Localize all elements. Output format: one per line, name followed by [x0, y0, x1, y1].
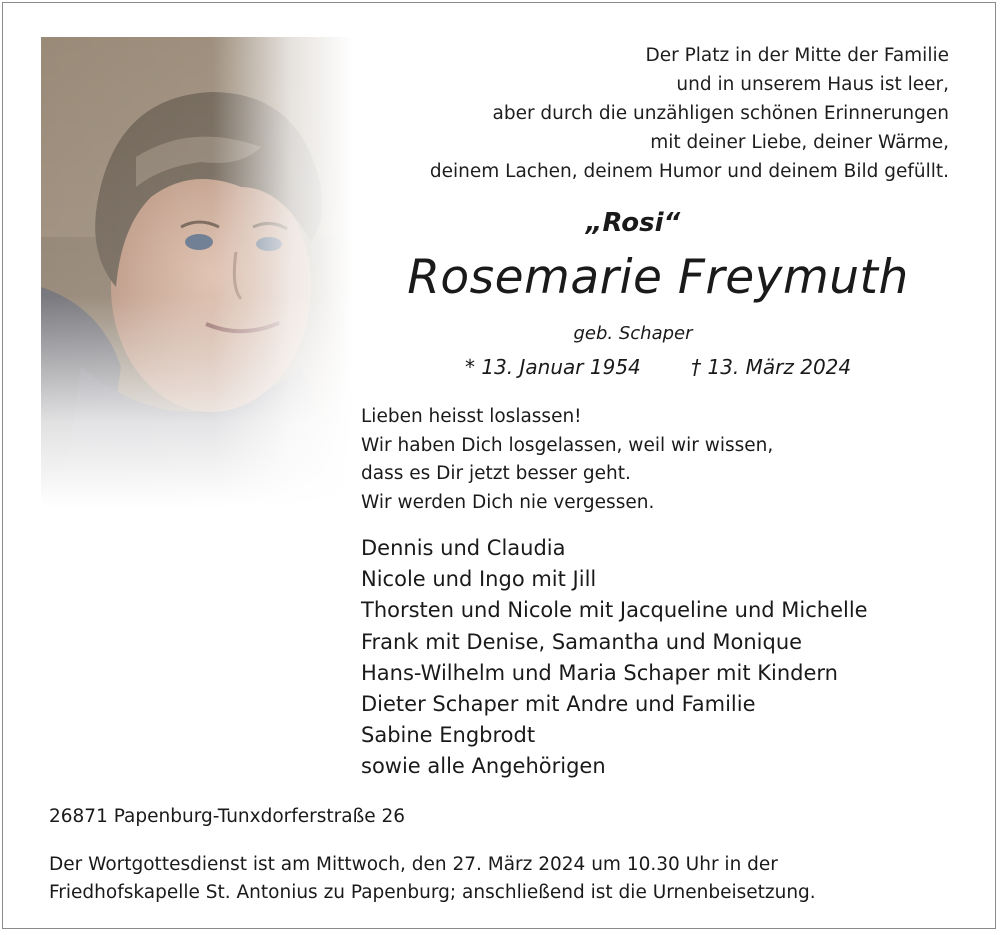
verse-line: Wir werden Dich nie vergessen.: [361, 491, 655, 513]
farewell-verse: [361, 403, 773, 517]
life-dates: [465, 355, 851, 379]
mourner-entry: Hans-Wilhelm und Maria Schaper mit Kindern: [361, 660, 838, 685]
mourner-entry: Dieter Schaper mit Andre und Familie: [361, 692, 756, 717]
service-info: [49, 851, 816, 907]
family-address: 26871 Papenburg-Tunxdorferstraße 26: [49, 806, 406, 827]
birth-name: geb. Schaper: [573, 323, 693, 344]
service-line: Friedhofskapelle St. Antonius zu Papenburg; anschließend ist die Urnenbeisetzung.: [49, 882, 816, 903]
deceased-name: Rosemarie Freymuth: [407, 250, 909, 305]
mourner-entry: Sabine Engbrodt: [361, 723, 536, 748]
service-line: Der Wortgottesdienst ist am Mittwoch, den 27. März 2024 um 10.30 Uhr in der: [49, 854, 778, 875]
verse-line: Wir haben Dich losgelassen, weil wir wissen,: [361, 434, 774, 456]
poem-line: und in unserem Haus ist leer,: [676, 74, 949, 95]
birth-date: * 13. Januar 1954: [465, 355, 641, 379]
mourner-entry: Thorsten und Nicole mit Jacqueline und Michelle: [361, 598, 868, 623]
portrait-photo: [41, 37, 353, 507]
mourners-list: [361, 533, 868, 783]
mourner-entry: Dennis und Claudia: [361, 536, 566, 560]
mourner-entry: Frank mit Denise, Samantha und Monique: [361, 629, 803, 654]
poem-line: aber durch die unzähligen schönen Erinnerungen: [492, 103, 949, 124]
deceased-nickname: „Rosi“: [585, 208, 681, 238]
obituary-card: [2, 2, 996, 929]
poem-line: deinem Lachen, deinem Humor und deinem Bild gefüllt.: [429, 161, 949, 182]
poem-line: Der Platz in der Mitte der Familie: [645, 45, 949, 66]
verse-line: Lieben heisst loslassen!: [361, 406, 582, 427]
mourner-entry: sowie alle Angehörigen: [361, 754, 606, 779]
death-date: † 13. März 2024: [691, 355, 852, 379]
verse-line: dass es Dir jetzt besser geht.: [361, 463, 631, 484]
opening-poem: [430, 41, 949, 186]
portrait-image: [41, 37, 353, 507]
mourner-entry: Nicole und Ingo mit Jill: [361, 567, 597, 592]
poem-line: mit deiner Liebe, deiner Wärme,: [650, 132, 949, 153]
